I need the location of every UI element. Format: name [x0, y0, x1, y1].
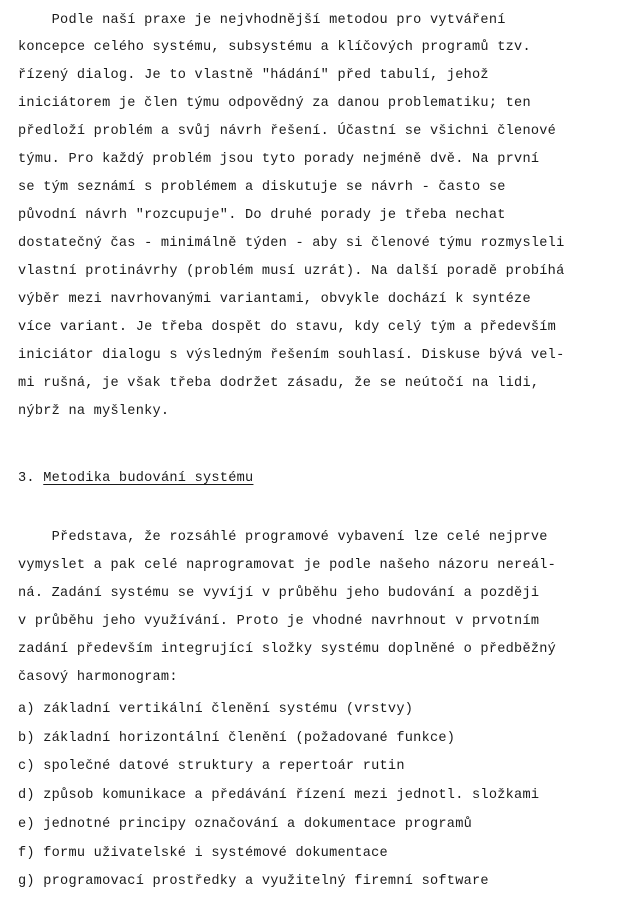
paragraph1-line: Podle naší praxe je nejvhodnější metodou pro vytváření [18, 13, 506, 28]
paragraph1-line: mi rušná, je však třeba dodržet zásadu, že se neútočí na lidi, [18, 376, 540, 391]
paragraph1-line: iniciátor dialogu s výsledným řešením souhlasí. Diskuse bývá vel- [18, 348, 565, 363]
list-item: f) formu uživatelské i systémové dokumentace [18, 846, 388, 861]
paragraph1-line: výběr mezi navrhovanými variantami, obvykle dochází k syntéze [18, 292, 531, 307]
paragraph2-line: Představa, že rozsáhlé programové vybavení lze celé nejprve [18, 530, 548, 545]
section-title: Metodika budování systému [43, 471, 254, 486]
list-item: b) základní horizontální členění (požadované funkce) [18, 731, 456, 746]
paragraph2-line: zadání především integrující složky systému doplněné o předběžný [18, 642, 557, 657]
paragraph2-line: v průběhu jeho využívání. Proto je vhodné navrhnout v prvotním [18, 614, 540, 629]
paragraph1-line: dostatečný čas - minimálně týden - aby si členové týmu rozmysleli [18, 236, 565, 251]
paragraph2-line: časový harmonogram: [18, 670, 178, 685]
paragraph1-line: řízený dialog. Je to vlastně "hádání" před tabulí, jehož [18, 68, 489, 83]
paragraph1-line: koncepce celého systému, subsystému a klíčových programů tzv. [18, 40, 531, 55]
section-heading [18, 470, 253, 488]
paragraph1-line: týmu. Pro každý problém jsou tyto porady nejméně dvě. Na první [18, 152, 540, 167]
paragraph1-line: předloží problém a svůj návrh řešení. Účastní se všichni členové [18, 124, 557, 139]
list-item: g) programovací prostředky a využitelný firemní software [18, 874, 489, 889]
paragraph2-line: vymyslet a pak celé naprogramovat je podle našeho názoru nereál- [18, 558, 557, 573]
paragraph1-line: původní návrh "rozcupuje". Do druhé porady je třeba nechat [18, 208, 506, 223]
paragraph1-line: iniciátorem je člen týmu odpovědný za danou problematiku; ten [18, 96, 531, 111]
list-item: a) základní vertikální členění systému (vrstvy) [18, 702, 414, 717]
paragraph1-line: více variant. Je třeba dospět do stavu, kdy celý tým a především [18, 320, 557, 335]
paragraph1-line: nýbrž na myšlenky. [18, 404, 170, 419]
paragraph2-line: ná. Zadání systému se vyvíjí v průběhu jeho budování a později [18, 586, 540, 601]
list-item: d) způsob komunikace a předávání řízení mezi jednotl. složkami [18, 788, 540, 803]
paragraph1-line: se tým seznámí s problémem a diskutuje se návrh - často se [18, 180, 506, 195]
paragraph1-line: vlastní protinávrhy (problém musí uzrát). Na další poradě probíhá [18, 264, 565, 279]
list-item: c) společné datové struktury a repertoár rutin [18, 759, 405, 774]
list-item: e) jednotné principy označování a dokumentace programů [18, 817, 473, 832]
section-number: 3. [18, 471, 35, 486]
